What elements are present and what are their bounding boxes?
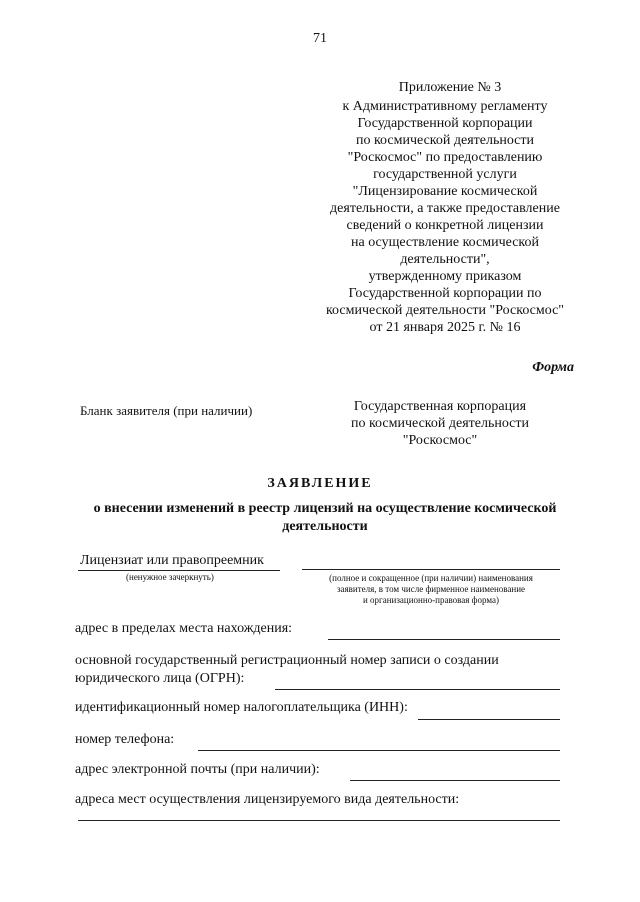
activity-addresses-label: адреса мест осуществления лицензируемого вида деятельности: xyxy=(75,792,460,807)
hint-line: и организационно-правовая форма) xyxy=(362,595,500,605)
hint-line: (полное и сокращенное (при наличии) наименования xyxy=(329,573,533,583)
licensee-label-underline xyxy=(78,570,280,571)
appendix-line: утвержденному приказом xyxy=(368,269,522,284)
ogrn-field[interactable] xyxy=(275,689,560,690)
email-label: адрес электронной почты (при наличии): xyxy=(75,762,320,777)
appendix-line: государственной услуги xyxy=(373,167,517,182)
hint-line: заявителя, в том числе фирменное наименование xyxy=(336,584,526,594)
appendix-line: от 21 января 2025 г. № 16 xyxy=(369,320,521,335)
email-field[interactable] xyxy=(350,780,560,781)
subheading-line: деятельности xyxy=(282,519,368,534)
recipient-line: по космической деятельности xyxy=(350,416,530,431)
appendix-line: деятельности", xyxy=(400,252,490,267)
address-field[interactable] xyxy=(328,639,560,640)
appendix-line: "Роскосмос" по предоставлению xyxy=(347,150,543,165)
document-subheading xyxy=(70,500,580,536)
address-label: адрес в пределах места нахождения: xyxy=(75,621,293,636)
appendix-block xyxy=(320,98,570,336)
appendix-line: сведений о конкретной лицензии xyxy=(346,218,544,233)
recipient-block xyxy=(330,398,550,449)
activity-addresses-field[interactable] xyxy=(78,820,560,821)
appendix-line: на осуществление космической xyxy=(351,235,539,250)
form-label: Форма xyxy=(532,360,574,375)
applicant-name-field[interactable] xyxy=(302,569,560,570)
applicant-blank-label: Бланк заявителя (при наличии) xyxy=(80,403,253,418)
appendix-title: Приложение № 3 xyxy=(398,80,502,95)
recipient-line: Государственная корпорация xyxy=(353,399,527,414)
appendix-line: к Административному регламенту xyxy=(342,99,548,114)
subheading-line: о внесении изменений в реестр лицензий на осуществление космической xyxy=(93,501,557,516)
inn-label: идентификационный номер налогоплательщика (ИНН): xyxy=(75,700,408,715)
appendix-line: деятельности, а также предоставление xyxy=(330,201,560,216)
appendix-line: Государственной корпорации xyxy=(357,116,533,131)
licensee-label: Лицензиат или правопреемник xyxy=(80,553,264,568)
licensee-note: (ненужное зачеркнуть) xyxy=(126,572,214,582)
applicant-name-hint xyxy=(296,573,566,606)
inn-field[interactable] xyxy=(418,719,560,720)
phone-label: номер телефона: xyxy=(75,732,175,747)
page-number: 71 xyxy=(313,31,327,46)
appendix-line: космической деятельности "Роскосмос" xyxy=(325,303,565,318)
appendix-line: по космической деятельности xyxy=(355,133,535,148)
document-heading: ЗАЯВЛЕНИЕ xyxy=(267,476,373,491)
phone-field[interactable] xyxy=(198,750,560,751)
appendix-line: "Лицензирование космической xyxy=(352,184,538,199)
ogrn-label-line2: юридического лица (ОГРН): xyxy=(75,671,245,686)
appendix-line: Государственной корпорации по xyxy=(348,286,542,301)
recipient-line: "Роскосмос" xyxy=(402,433,478,448)
ogrn-label-line1: основной государственный регистрационный номер записи о создании xyxy=(75,653,499,668)
